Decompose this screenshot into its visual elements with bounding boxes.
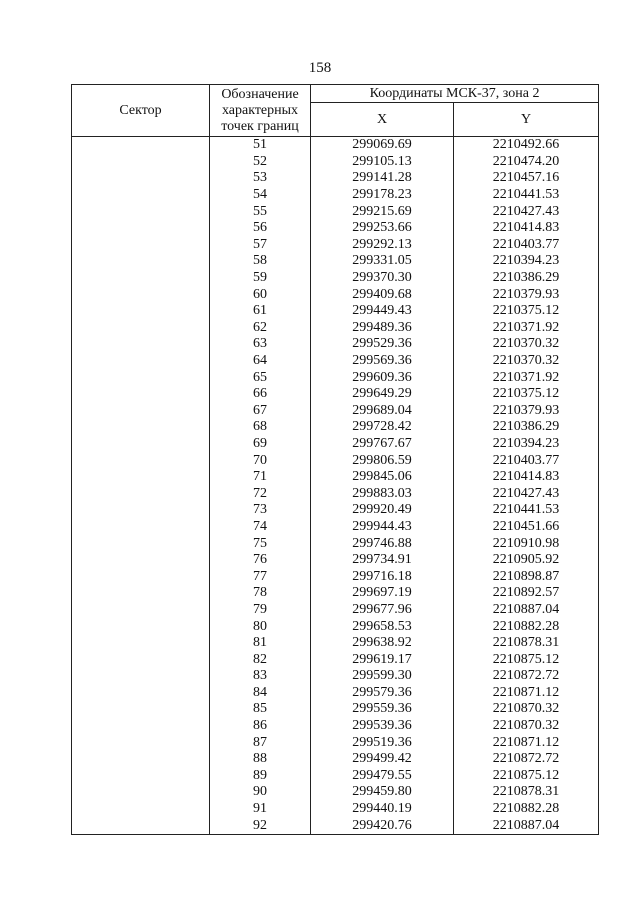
table-row — [72, 668, 599, 685]
y-coordinate-cell: 2210375.12 — [454, 386, 599, 403]
table-row — [72, 336, 599, 353]
table-row — [72, 801, 599, 818]
y-coordinate-cell: 2210882.28 — [454, 801, 599, 818]
point-number-cell: 76 — [210, 552, 311, 569]
y-coordinate-cell: 2210414.83 — [454, 469, 599, 486]
point-number-cell: 75 — [210, 535, 311, 552]
point-number-cell: 90 — [210, 784, 311, 801]
point-number-cell: 66 — [210, 386, 311, 403]
sector-cell — [72, 568, 210, 585]
sector-cell — [72, 320, 210, 337]
sector-cell — [72, 452, 210, 469]
x-coordinate-cell: 299920.49 — [311, 502, 454, 519]
point-number-cell: 67 — [210, 403, 311, 420]
sector-cell — [72, 718, 210, 735]
x-coordinate-cell: 299716.18 — [311, 568, 454, 585]
x-coordinate-cell: 299734.91 — [311, 552, 454, 569]
coordinates-table — [71, 84, 599, 835]
x-coordinate-cell: 299420.76 — [311, 817, 454, 834]
y-coordinate-cell: 2210403.77 — [454, 237, 599, 254]
x-coordinate-cell: 299292.13 — [311, 237, 454, 254]
x-coordinate-cell: 299409.68 — [311, 286, 454, 303]
x-coordinate-cell: 299529.36 — [311, 336, 454, 353]
x-coordinate-cell: 299746.88 — [311, 535, 454, 552]
x-coordinate-cell: 299105.13 — [311, 154, 454, 171]
point-number-cell: 68 — [210, 419, 311, 436]
y-coordinate-cell: 2210898.87 — [454, 568, 599, 585]
x-coordinate-cell: 299449.43 — [311, 303, 454, 320]
sector-cell — [72, 336, 210, 353]
sector-cell — [72, 253, 210, 270]
x-coordinate-cell: 299658.53 — [311, 618, 454, 635]
table-row — [72, 502, 599, 519]
x-coordinate-cell: 299569.36 — [311, 353, 454, 370]
sector-cell — [72, 535, 210, 552]
x-coordinate-cell: 299459.80 — [311, 784, 454, 801]
x-coordinate-cell: 299845.06 — [311, 469, 454, 486]
point-number-cell: 83 — [210, 668, 311, 685]
table-row — [72, 535, 599, 552]
x-coordinate-cell: 299767.67 — [311, 436, 454, 453]
y-coordinate-cell: 2210474.20 — [454, 154, 599, 171]
table-row — [72, 154, 599, 171]
sector-cell — [72, 436, 210, 453]
x-coordinate-cell: 299649.29 — [311, 386, 454, 403]
point-number-cell: 85 — [210, 701, 311, 718]
table-row — [72, 452, 599, 469]
table-row — [72, 286, 599, 303]
x-coordinate-cell: 299944.43 — [311, 519, 454, 536]
point-number-cell: 69 — [210, 436, 311, 453]
sector-cell — [72, 353, 210, 370]
point-number-cell: 81 — [210, 635, 311, 652]
point-number-cell: 86 — [210, 718, 311, 735]
sector-cell — [72, 552, 210, 569]
table-body — [72, 137, 599, 835]
table-row — [72, 734, 599, 751]
point-number-cell: 79 — [210, 602, 311, 619]
point-number-cell: 63 — [210, 336, 311, 353]
table-row — [72, 552, 599, 569]
y-coordinate-cell: 2210414.83 — [454, 220, 599, 237]
x-coordinate-cell: 299178.23 — [311, 187, 454, 204]
point-number-cell: 59 — [210, 270, 311, 287]
sector-cell — [72, 817, 210, 834]
y-coordinate-cell: 2210427.43 — [454, 203, 599, 220]
sector-cell — [72, 154, 210, 171]
y-coordinate-cell: 2210386.29 — [454, 270, 599, 287]
y-coordinate-cell: 2210371.92 — [454, 320, 599, 337]
y-coordinate-cell: 2210451.66 — [454, 519, 599, 536]
point-number-cell: 91 — [210, 801, 311, 818]
point-number-cell: 82 — [210, 651, 311, 668]
table-row — [72, 403, 599, 420]
sector-cell — [72, 485, 210, 502]
x-coordinate-cell: 299253.66 — [311, 220, 454, 237]
table-row — [72, 784, 599, 801]
x-coordinate-cell: 299806.59 — [311, 452, 454, 469]
x-coordinate-cell: 299141.28 — [311, 170, 454, 187]
sector-cell — [72, 701, 210, 718]
point-number-cell: 89 — [210, 768, 311, 785]
y-coordinate-cell: 2210394.23 — [454, 436, 599, 453]
table-row — [72, 137, 599, 154]
sector-cell — [72, 602, 210, 619]
point-number-cell: 58 — [210, 253, 311, 270]
point-number-cell: 80 — [210, 618, 311, 635]
table-row — [72, 270, 599, 287]
table-row — [72, 718, 599, 735]
y-coordinate-cell: 2210878.31 — [454, 784, 599, 801]
y-coordinate-cell: 2210394.23 — [454, 253, 599, 270]
x-coordinate-cell: 299579.36 — [311, 685, 454, 702]
table-row — [72, 485, 599, 502]
point-number-cell: 52 — [210, 154, 311, 171]
y-coordinate-cell: 2210441.53 — [454, 502, 599, 519]
table-row — [72, 386, 599, 403]
table-row — [72, 170, 599, 187]
table-row — [72, 817, 599, 834]
y-coordinate-cell: 2210370.32 — [454, 353, 599, 370]
x-coordinate-cell: 299539.36 — [311, 718, 454, 735]
y-coordinate-cell: 2210875.12 — [454, 651, 599, 668]
sector-cell — [72, 585, 210, 602]
y-coordinate-cell: 2210371.92 — [454, 369, 599, 386]
y-coordinate-cell: 2210872.72 — [454, 751, 599, 768]
table-row — [72, 253, 599, 270]
sector-cell — [72, 386, 210, 403]
sector-cell — [72, 519, 210, 536]
sector-column-header: Сектор — [72, 85, 210, 137]
point-number-cell: 74 — [210, 519, 311, 536]
sector-cell — [72, 137, 210, 154]
x-coordinate-cell: 299069.69 — [311, 137, 454, 154]
point-number-cell: 78 — [210, 585, 311, 602]
y-coordinate-cell: 2210910.98 — [454, 535, 599, 552]
table-row — [72, 203, 599, 220]
x-coordinate-cell: 299370.30 — [311, 270, 454, 287]
table-row — [72, 585, 599, 602]
y-coordinate-cell: 2210875.12 — [454, 768, 599, 785]
x-coordinate-cell: 299638.92 — [311, 635, 454, 652]
table-row — [72, 651, 599, 668]
page-number: 158 — [308, 60, 332, 76]
x-coordinate-cell: 299489.36 — [311, 320, 454, 337]
y-coordinate-cell: 2210887.04 — [454, 602, 599, 619]
sector-cell — [72, 187, 210, 204]
sector-cell — [72, 768, 210, 785]
x-coordinate-cell: 299689.04 — [311, 403, 454, 420]
sector-cell — [72, 502, 210, 519]
table-header — [72, 85, 599, 137]
point-number-cell: 84 — [210, 685, 311, 702]
table-row — [72, 519, 599, 536]
sector-cell — [72, 419, 210, 436]
point-number-cell: 87 — [210, 734, 311, 751]
table-row — [72, 568, 599, 585]
point-number-cell: 71 — [210, 469, 311, 486]
y-coordinate-cell: 2210375.12 — [454, 303, 599, 320]
table-row — [72, 419, 599, 436]
table-row — [72, 369, 599, 386]
x-coordinate-cell: 299331.05 — [311, 253, 454, 270]
table-row — [72, 237, 599, 254]
sector-cell — [72, 220, 210, 237]
point-number-cell: 77 — [210, 568, 311, 585]
y-coordinate-cell: 2210878.31 — [454, 635, 599, 652]
sector-cell — [72, 369, 210, 386]
x-coordinate-cell: 299440.19 — [311, 801, 454, 818]
y-coordinate-cell: 2210870.32 — [454, 718, 599, 735]
y-coordinate-cell: 2210887.04 — [454, 817, 599, 834]
point-number-cell: 61 — [210, 303, 311, 320]
sector-cell — [72, 801, 210, 818]
x-coordinate-cell: 299619.17 — [311, 651, 454, 668]
x-coordinate-cell: 299609.36 — [311, 369, 454, 386]
x-coordinate-cell: 299677.96 — [311, 602, 454, 619]
sector-cell — [72, 651, 210, 668]
x-coordinate-cell: 299599.30 — [311, 668, 454, 685]
y-coordinate-cell: 2210872.72 — [454, 668, 599, 685]
table-row — [72, 602, 599, 619]
y-coordinate-cell: 2210370.32 — [454, 336, 599, 353]
sector-cell — [72, 734, 210, 751]
x-coordinate-cell: 299519.36 — [311, 734, 454, 751]
table-row — [72, 635, 599, 652]
table-row — [72, 469, 599, 486]
y-coordinate-cell: 2210870.32 — [454, 701, 599, 718]
y-coordinate-cell: 2210457.16 — [454, 170, 599, 187]
y-coordinate-cell: 2210871.12 — [454, 734, 599, 751]
x-coordinate-cell: 299559.36 — [311, 701, 454, 718]
point-number-cell: 73 — [210, 502, 311, 519]
sector-cell — [72, 270, 210, 287]
point-number-cell: 56 — [210, 220, 311, 237]
point-number-cell: 70 — [210, 452, 311, 469]
x-column-header: X — [311, 103, 454, 137]
table-row — [72, 768, 599, 785]
point-number-cell: 53 — [210, 170, 311, 187]
table-row — [72, 618, 599, 635]
point-number-cell: 57 — [210, 237, 311, 254]
y-coordinate-cell: 2210403.77 — [454, 452, 599, 469]
x-coordinate-cell: 299883.03 — [311, 485, 454, 502]
y-coordinate-cell: 2210492.66 — [454, 137, 599, 154]
table-row — [72, 353, 599, 370]
point-number-cell: 54 — [210, 187, 311, 204]
point-number-cell: 92 — [210, 817, 311, 834]
y-coordinate-cell: 2210441.53 — [454, 187, 599, 204]
table-row — [72, 751, 599, 768]
sector-cell — [72, 784, 210, 801]
sector-cell — [72, 751, 210, 768]
y-column-header: Y — [454, 103, 599, 137]
point-number-cell: 65 — [210, 369, 311, 386]
sector-cell — [72, 403, 210, 420]
x-coordinate-cell: 299479.55 — [311, 768, 454, 785]
sector-cell — [72, 668, 210, 685]
point-number-cell: 51 — [210, 137, 311, 154]
x-coordinate-cell: 299697.19 — [311, 585, 454, 602]
y-coordinate-cell: 2210905.92 — [454, 552, 599, 569]
point-number-cell: 88 — [210, 751, 311, 768]
y-coordinate-cell: 2210386.29 — [454, 419, 599, 436]
sector-cell — [72, 303, 210, 320]
x-coordinate-cell: 299728.42 — [311, 419, 454, 436]
sector-cell — [72, 170, 210, 187]
coordinates-group-header: Координаты МСК-37, зона 2 — [311, 85, 599, 103]
point-number-cell: 62 — [210, 320, 311, 337]
table-row — [72, 685, 599, 702]
table-row — [72, 320, 599, 337]
point-number-cell: 64 — [210, 353, 311, 370]
table-row — [72, 701, 599, 718]
y-coordinate-cell: 2210892.57 — [454, 585, 599, 602]
sector-cell — [72, 286, 210, 303]
sector-cell — [72, 469, 210, 486]
y-coordinate-cell: 2210379.93 — [454, 403, 599, 420]
sector-cell — [72, 635, 210, 652]
point-number-cell: 72 — [210, 485, 311, 502]
table-row — [72, 436, 599, 453]
table-row — [72, 187, 599, 204]
table-row — [72, 303, 599, 320]
y-coordinate-cell: 2210379.93 — [454, 286, 599, 303]
y-coordinate-cell: 2210882.28 — [454, 618, 599, 635]
sector-cell — [72, 618, 210, 635]
x-coordinate-cell: 299215.69 — [311, 203, 454, 220]
point-number-cell: 55 — [210, 203, 311, 220]
sector-cell — [72, 685, 210, 702]
x-coordinate-cell: 299499.42 — [311, 751, 454, 768]
y-coordinate-cell: 2210871.12 — [454, 685, 599, 702]
point-designation-column-header: Обозначение характерных точек границ — [210, 85, 311, 137]
sector-cell — [72, 237, 210, 254]
table-row — [72, 220, 599, 237]
y-coordinate-cell: 2210427.43 — [454, 485, 599, 502]
sector-cell — [72, 203, 210, 220]
point-number-cell: 60 — [210, 286, 311, 303]
